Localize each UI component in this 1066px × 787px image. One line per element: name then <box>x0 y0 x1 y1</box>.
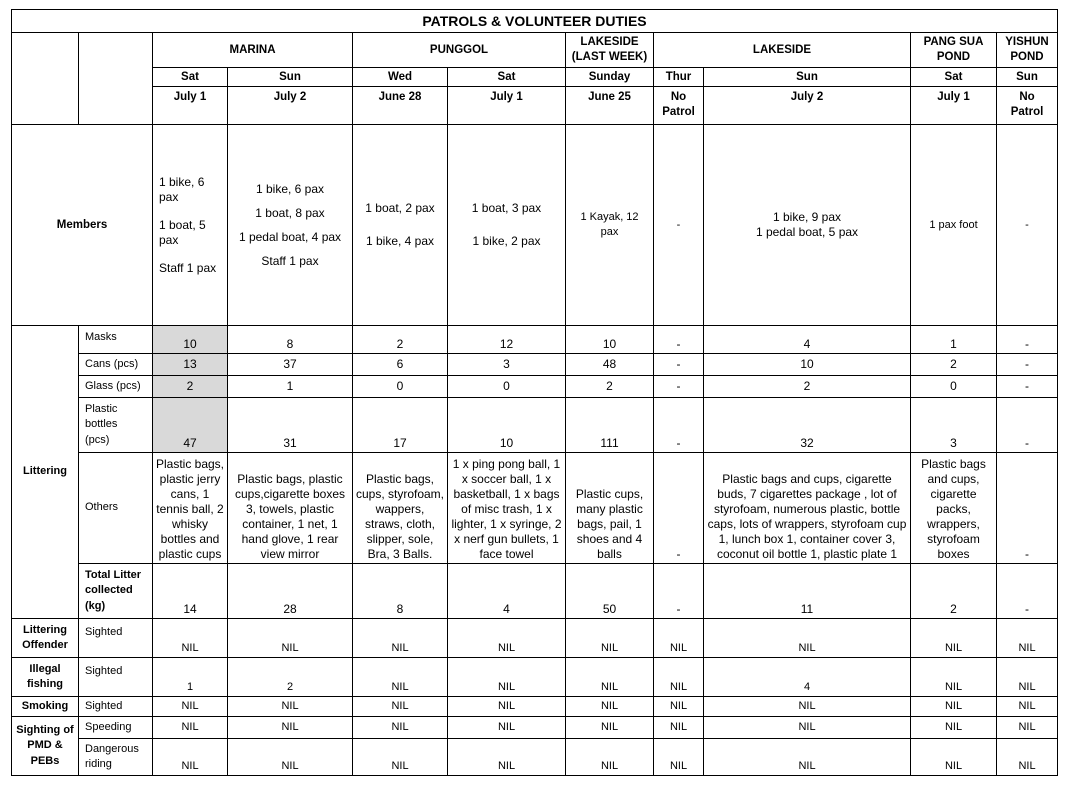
value-cell: 10 <box>448 398 566 453</box>
value-cell: NIL <box>448 658 566 697</box>
value-cell: 2 <box>911 354 997 376</box>
nil-cell: NIL <box>153 697 228 717</box>
nil-cell: NIL <box>911 739 997 776</box>
nil-cell: NIL <box>704 697 911 717</box>
row-label-total-litter: Total Litter collected (kg) <box>79 564 153 619</box>
day-cell: Sun <box>228 68 353 87</box>
group-lakeside: LAKESIDE <box>654 33 911 68</box>
row-label-sighted: Sighted <box>79 658 153 697</box>
row-label-dangerous-riding: Dangerous riding <box>79 739 153 776</box>
value-cell: 10 <box>153 326 228 354</box>
nil-cell: NIL <box>353 697 448 717</box>
value-cell: 4 <box>704 658 911 697</box>
value-cell: NIL <box>997 658 1058 697</box>
nil-cell: NIL <box>228 739 353 776</box>
members-cell: 1 bike, 9 pax 1 pedal boat, 5 pax <box>704 125 911 326</box>
others-cell: Plastic bags, plastic jerry cans, 1 tennis ball, 2 whisky bottles and plastic cups <box>153 453 228 564</box>
day-cell: Sunday <box>566 68 654 87</box>
value-cell: NIL <box>911 658 997 697</box>
nil-cell: NIL <box>704 619 911 658</box>
date-cell: July 2 <box>704 87 911 125</box>
nil-cell: NIL <box>704 739 911 776</box>
day-cell: Sat <box>911 68 997 87</box>
nil-cell: NIL <box>997 697 1058 717</box>
others-cell: Plastic bags, plastic cups,cigarette boxes 3, towels, plastic container, 1 net, 1 hand glove, 1 rear view mirror <box>228 453 353 564</box>
nil-cell: NIL <box>566 697 654 717</box>
nil-cell: NIL <box>566 619 654 658</box>
value-cell: - <box>654 326 704 354</box>
row-label-plastic-bottles: Plastic bottles (pcs) <box>79 398 153 453</box>
value-cell: 12 <box>448 326 566 354</box>
date-cell: June 28 <box>353 87 448 125</box>
group-marina: MARINA <box>153 33 353 68</box>
corner-cell <box>12 33 79 125</box>
nil-cell: NIL <box>997 717 1058 739</box>
value-cell: - <box>654 398 704 453</box>
pmd-sighting-label: Sighting of PMD & PEBs <box>12 717 79 776</box>
total-cell: - <box>654 564 704 619</box>
nil-cell: NIL <box>153 717 228 739</box>
nil-cell: NIL <box>153 739 228 776</box>
corner-cell-2 <box>79 33 153 125</box>
value-cell: NIL <box>654 658 704 697</box>
value-cell: 47 <box>153 398 228 453</box>
smoking-label: Smoking <box>12 697 79 717</box>
value-cell: 17 <box>353 398 448 453</box>
others-cell: Plastic cups, many plastic bags, pail, 1 shoes and 4 balls <box>566 453 654 564</box>
nil-cell: NIL <box>566 717 654 739</box>
table-title: PATROLS & VOLUNTEER DUTIES <box>12 10 1058 33</box>
value-cell: 10 <box>566 326 654 354</box>
value-cell: 2 <box>228 658 353 697</box>
group-pang-sua-pond: PANG SUA POND <box>911 33 997 68</box>
date-cell: July 1 <box>448 87 566 125</box>
value-cell: 1 <box>228 376 353 398</box>
members-label: Members <box>12 125 153 326</box>
row-label-glass: Glass (pcs) <box>79 376 153 398</box>
date-cell: July 1 <box>153 87 228 125</box>
day-cell: Sun <box>997 68 1058 87</box>
row-label-masks: Masks <box>79 326 153 354</box>
value-cell: NIL <box>566 658 654 697</box>
littering-offender-label: Littering Offender <box>12 619 79 658</box>
others-cell: Plastic bags, cups, styrofoam, wappers, straws, cloth, slipper, sole, Bra, 3 Balls. <box>353 453 448 564</box>
value-cell: 2 <box>153 376 228 398</box>
nil-cell: NIL <box>353 717 448 739</box>
value-cell: 4 <box>704 326 911 354</box>
total-cell: 50 <box>566 564 654 619</box>
date-cell: No Patrol <box>997 87 1058 125</box>
members-cell: - <box>997 125 1058 326</box>
nil-cell: NIL <box>448 619 566 658</box>
group-yishun-pond: YISHUN POND <box>997 33 1058 68</box>
nil-cell: NIL <box>704 717 911 739</box>
nil-cell: NIL <box>228 717 353 739</box>
nil-cell: NIL <box>448 739 566 776</box>
day-cell: Sun <box>704 68 911 87</box>
others-cell: Plastic bags and cups, cigarette buds, 7 cigarettes package , lot of styrofoam, numerous plastic, bottle caps, lots of wrappers, styrofoam cup 1, lunch box 1, container cover 3, coconut oil bottle 1, plastic plate 1 <box>704 453 911 564</box>
value-cell: 37 <box>228 354 353 376</box>
row-label-sighted: Sighted <box>79 619 153 658</box>
nil-cell: NIL <box>654 697 704 717</box>
patrol-duties-table <box>11 9 1058 776</box>
members-cell: 1 boat, 3 pax 1 bike, 2 pax <box>448 125 566 326</box>
littering-label: Littering <box>12 326 79 619</box>
row-label-cans: Cans (pcs) <box>79 354 153 376</box>
value-cell: 2 <box>353 326 448 354</box>
members-cell: - <box>654 125 704 326</box>
nil-cell: NIL <box>448 717 566 739</box>
nil-cell: NIL <box>997 739 1058 776</box>
members-cell: 1 Kayak, 12 pax <box>566 125 654 326</box>
day-cell: Sat <box>153 68 228 87</box>
total-cell: 28 <box>228 564 353 619</box>
value-cell: 1 <box>911 326 997 354</box>
value-cell: 6 <box>353 354 448 376</box>
value-cell: 0 <box>911 376 997 398</box>
total-cell: 14 <box>153 564 228 619</box>
value-cell: 111 <box>566 398 654 453</box>
value-cell: NIL <box>353 658 448 697</box>
others-cell: 1 x ping pong ball, 1 x soccer ball, 1 x basketball, 1 x bags of misc trash, 1 x lighter, 1 x syringe, 2 x nerf gun bullets, 1 face towel <box>448 453 566 564</box>
others-cell: - <box>997 453 1058 564</box>
date-cell: No Patrol <box>654 87 704 125</box>
nil-cell: NIL <box>448 697 566 717</box>
value-cell: 0 <box>448 376 566 398</box>
nil-cell: NIL <box>228 697 353 717</box>
day-cell: Thur <box>654 68 704 87</box>
members-cell: 1 boat, 2 pax 1 bike, 4 pax <box>353 125 448 326</box>
value-cell: - <box>997 398 1058 453</box>
members-cell: 1 bike, 6 pax 1 boat, 5 pax Staff 1 pax <box>153 125 228 326</box>
row-label-others: Others <box>79 453 153 564</box>
nil-cell: NIL <box>997 619 1058 658</box>
nil-cell: NIL <box>654 739 704 776</box>
total-cell: 4 <box>448 564 566 619</box>
value-cell: 0 <box>353 376 448 398</box>
date-cell: June 25 <box>566 87 654 125</box>
row-label-sighted: Sighted <box>79 697 153 717</box>
total-cell: 11 <box>704 564 911 619</box>
value-cell: - <box>654 376 704 398</box>
group-lakeside-last-week: LAKESIDE (LAST WEEK) <box>566 33 654 68</box>
value-cell: 3 <box>911 398 997 453</box>
value-cell: 1 <box>153 658 228 697</box>
nil-cell: NIL <box>353 739 448 776</box>
value-cell: 2 <box>566 376 654 398</box>
day-cell: Wed <box>353 68 448 87</box>
nil-cell: NIL <box>654 717 704 739</box>
members-cell: 1 pax foot <box>911 125 997 326</box>
illegal-fishing-label: Illegal fishing <box>12 658 79 697</box>
total-cell: - <box>997 564 1058 619</box>
value-cell: - <box>997 354 1058 376</box>
value-cell: 32 <box>704 398 911 453</box>
value-cell: 8 <box>228 326 353 354</box>
value-cell: 48 <box>566 354 654 376</box>
value-cell: - <box>997 326 1058 354</box>
nil-cell: NIL <box>911 717 997 739</box>
value-cell: - <box>654 354 704 376</box>
nil-cell: NIL <box>566 739 654 776</box>
value-cell: 2 <box>704 376 911 398</box>
total-cell: 8 <box>353 564 448 619</box>
nil-cell: NIL <box>153 619 228 658</box>
total-cell: 2 <box>911 564 997 619</box>
date-cell: July 1 <box>911 87 997 125</box>
row-label-speeding: Speeding <box>79 717 153 739</box>
nil-cell: NIL <box>911 619 997 658</box>
others-cell: - <box>654 453 704 564</box>
group-punggol: PUNGGOL <box>353 33 566 68</box>
day-cell: Sat <box>448 68 566 87</box>
value-cell: 10 <box>704 354 911 376</box>
nil-cell: NIL <box>654 619 704 658</box>
members-cell: 1 bike, 6 pax 1 boat, 8 pax 1 pedal boat, 4 pax Staff 1 pax <box>228 125 353 326</box>
value-cell: 3 <box>448 354 566 376</box>
value-cell: 13 <box>153 354 228 376</box>
others-cell: Plastic bags and cups, cigarette packs, wrappers, styrofoam boxes <box>911 453 997 564</box>
date-cell: July 2 <box>228 87 353 125</box>
nil-cell: NIL <box>228 619 353 658</box>
value-cell: - <box>997 376 1058 398</box>
nil-cell: NIL <box>353 619 448 658</box>
nil-cell: NIL <box>911 697 997 717</box>
value-cell: 31 <box>228 398 353 453</box>
